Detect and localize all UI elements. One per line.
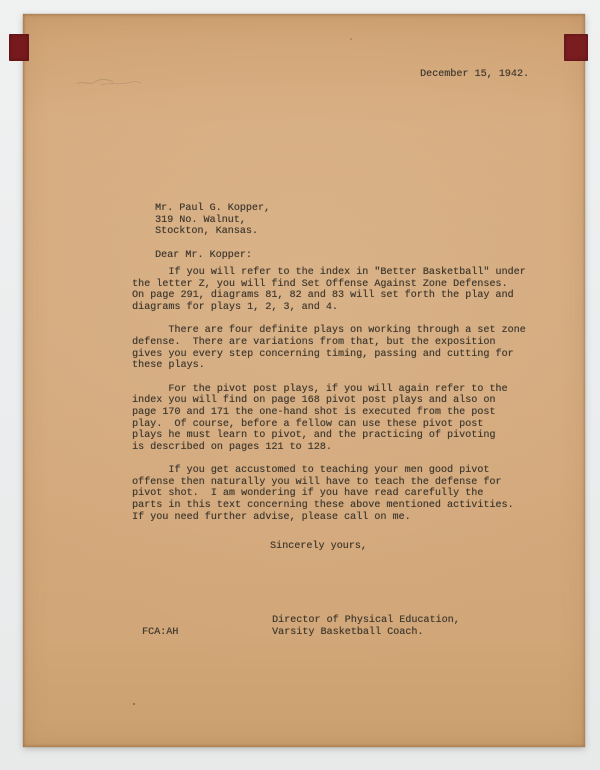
body-line: If you need further advise, please call on me. — [132, 511, 411, 523]
letter-body — [132, 267, 556, 535]
letter-paper — [23, 14, 585, 747]
body-line: play. Of course, before a fellow can use these pivot post — [132, 418, 484, 430]
body-line: For the pivot post plays, if you will again refer to the — [132, 383, 508, 395]
body-line: is described on pages 121 to 128. — [132, 441, 332, 453]
address-line: Mr. Paul G. Kopper, — [155, 203, 271, 214]
signature-line: Director of Physical Education, — [272, 615, 460, 626]
recipient-address — [155, 203, 270, 238]
body-line: There are four definite plays on working through a set zone — [132, 325, 526, 337]
body-line: On page 291, diagrams 81, 82 and 83 will set forth the play and — [132, 290, 514, 302]
body-line: plays he must learn to pivot, and the practicing of pivoting — [132, 430, 496, 442]
corner-tab-right — [564, 34, 588, 61]
body-line: index you will find on page 168 pivot post plays and also on — [132, 395, 496, 407]
paper-speck — [350, 38, 352, 40]
body-line: parts in this text concerning these above mentioned activities. — [132, 500, 514, 512]
paragraph-4 — [132, 465, 556, 523]
signature-block — [272, 615, 460, 638]
body-line: diagrams for plays 1, 2, 3, and 4. — [132, 301, 338, 313]
paragraph-1 — [132, 267, 556, 314]
body-line: If you will refer to the index in "Better Basketball" under — [132, 267, 526, 278]
corner-tab-left — [9, 34, 29, 61]
pencil-squiggle — [75, 72, 145, 90]
body-line: offense then naturally you will have to teach the defense for — [132, 476, 502, 488]
body-line: pivot shot. I am wondering if you have read carefully the — [132, 488, 484, 500]
body-line: these plays. — [132, 360, 205, 372]
body-line: gives you every step concerning timing, passing and cutting for — [132, 348, 514, 360]
body-line: defense. There are variations from that, but the exposition — [132, 336, 496, 348]
paper-speck — [133, 703, 135, 705]
paragraph-3 — [132, 384, 556, 454]
address-line: Stockton, Kansas. — [155, 226, 258, 238]
closing: Sincerely yours, — [270, 541, 367, 552]
typist-initials: FCA:AH — [142, 627, 179, 638]
body-line: the letter Z, you will find Set Offense Against Zone Defenses. — [132, 278, 508, 290]
letter-date: December 15, 1942. — [420, 69, 530, 80]
signature-line: Varsity Basketball Coach. — [272, 626, 424, 638]
body-line: page 170 and 171 the one-hand shot is executed from the post — [132, 406, 496, 418]
address-line: 319 No. Walnut, — [155, 214, 246, 226]
paragraph-2 — [132, 325, 556, 372]
body-line: If you get accustomed to teaching your men good pivot — [132, 465, 490, 477]
salutation: Dear Mr. Kopper: — [155, 250, 252, 261]
